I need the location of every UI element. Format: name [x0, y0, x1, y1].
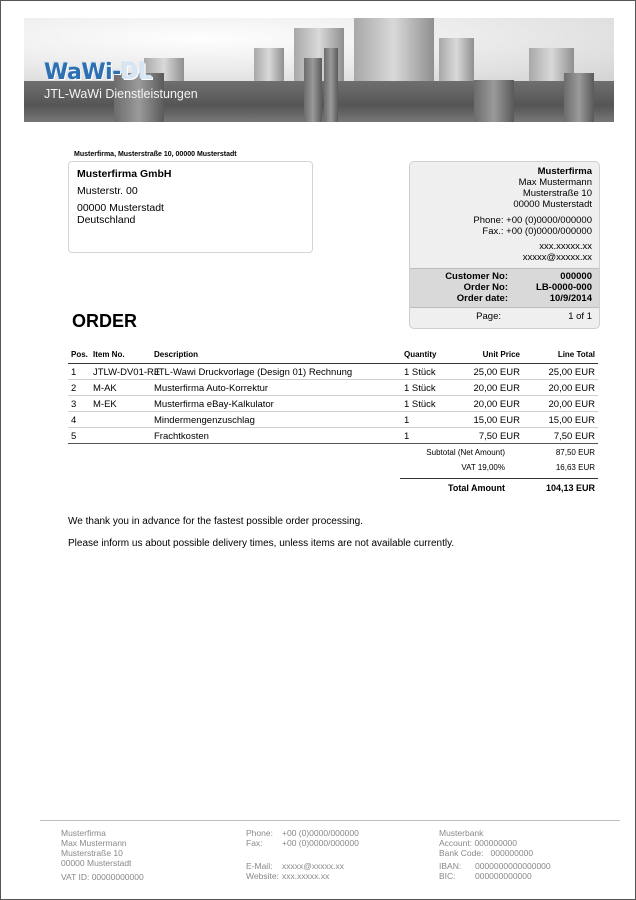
row-description: Musterfirma eBay-Kalkulator — [154, 399, 274, 410]
footer-contact-column — [246, 828, 359, 881]
company-fax: Fax.: +00 (0)0000/000000 — [482, 226, 592, 237]
order-date-label: Order date: — [456, 293, 508, 304]
logo-subtitle: JTL-WaWi Dienstleistungen — [44, 87, 198, 101]
order-date-row — [410, 293, 599, 304]
table-row — [68, 412, 598, 428]
header-quantity: Quantity — [404, 350, 437, 359]
order-no-row — [410, 282, 599, 293]
banner-building — [304, 58, 322, 122]
company-name: Musterfirma — [537, 166, 592, 177]
table-header — [68, 346, 598, 364]
footer-bank-code-label: Bank Code: — [439, 848, 484, 858]
banner-building — [324, 48, 338, 122]
customer-no-value: 000000 — [560, 271, 592, 282]
header-item-no: Item No. — [93, 350, 125, 359]
company-city: 00000 Musterstadt — [513, 199, 592, 210]
header-line-total: Line Total — [557, 350, 595, 359]
company-phone: Phone: +00 (0)0000/000000 — [473, 215, 592, 226]
row-pos: 4 — [71, 415, 77, 426]
items-table — [68, 346, 598, 444]
footer-fax: +00 (0)0000/000000 — [282, 838, 359, 848]
order-meta — [410, 268, 599, 308]
header-pos: Pos. — [71, 350, 88, 359]
company-person: Max Mustermann — [518, 177, 592, 188]
row-line-total: 25,00 EUR — [548, 367, 595, 378]
page-value: 1 of 1 — [568, 311, 592, 322]
company-website: xxx.xxxxx.xx — [539, 241, 592, 252]
order-date-value: 10/9/2014 — [549, 293, 592, 304]
footer-vat-id: VAT ID: 00000000000 — [61, 872, 144, 882]
vat-row — [400, 463, 598, 475]
footer-email: xxxxx@xxxxx.xx — [282, 861, 344, 871]
total-row — [400, 478, 598, 495]
row-description: Frachtkosten — [154, 431, 209, 442]
banner-building — [474, 80, 514, 122]
footer-website: xxx.xxxxx.xx — [282, 871, 330, 881]
row-unit-price: 7,50 EUR — [478, 431, 520, 442]
subtotal-row — [400, 448, 598, 460]
banner-building — [354, 18, 434, 88]
logo-accent: DL — [120, 60, 153, 85]
sender-line: Musterfirma, Musterstraße 10, 00000 Musterstadt — [74, 151, 237, 158]
row-pos: 3 — [71, 399, 77, 410]
company-email: xxxxx@xxxxx.xx — [522, 252, 592, 263]
row-line-total: 20,00 EUR — [548, 383, 595, 394]
footer-bank-column — [439, 828, 551, 881]
footer-iban-label: IBAN: — [439, 861, 462, 871]
row-pos: 1 — [71, 367, 77, 378]
inform-message: Please inform us about possible delivery times, unless items are not available currently. — [68, 538, 455, 549]
row-quantity: 1 — [404, 431, 410, 442]
row-quantity: 1 Stück — [404, 399, 436, 410]
footer-phone-label: Phone: — [246, 828, 273, 838]
footer-website-label: Website: — [246, 871, 279, 881]
banner-building — [564, 73, 594, 122]
recipient-country: Deutschland — [77, 214, 136, 226]
row-item-no: M-EK — [93, 399, 117, 410]
row-line-total: 15,00 EUR — [548, 415, 595, 426]
row-quantity: 1 Stück — [404, 383, 436, 394]
page-label: Page: — [476, 311, 501, 322]
footer-fax-label: Fax: — [246, 838, 263, 848]
recipient-address — [68, 161, 313, 253]
table-row — [68, 364, 598, 380]
recipient-street: Musterstr. 00 — [77, 185, 138, 197]
total-label: Total Amount — [448, 483, 505, 493]
row-line-total: 20,00 EUR — [548, 399, 595, 410]
order-no-label: Order No: — [463, 282, 508, 293]
row-pos: 2 — [71, 383, 77, 394]
vat-value: 16,63 EUR — [555, 463, 595, 472]
footer-street: Musterstraße 10 — [61, 848, 123, 858]
row-pos: 5 — [71, 431, 77, 442]
footer-city: 00000 Musterstadt — [61, 858, 132, 868]
footer-company: Musterfirma — [61, 828, 106, 838]
row-unit-price: 15,00 EUR — [473, 415, 520, 426]
row-unit-price: 20,00 EUR — [473, 383, 520, 394]
customer-no-row — [410, 271, 599, 282]
table-row — [68, 380, 598, 396]
company-street: Musterstraße 10 — [522, 188, 592, 199]
thanks-message: We thank you in advance for the fastest possible order processing. — [68, 516, 363, 527]
row-unit-price: 20,00 EUR — [473, 399, 520, 410]
logo — [44, 60, 152, 85]
recipient-name: Musterfirma GmbH — [77, 168, 172, 180]
header-description: Description — [154, 350, 199, 359]
row-quantity: 1 Stück — [404, 367, 436, 378]
logo-main: WaWi- — [44, 60, 121, 85]
footer-person: Max Mustermann — [61, 838, 127, 848]
table-row — [68, 428, 598, 444]
row-description: Musterfirma Auto-Korrektur — [154, 383, 269, 394]
row-unit-price: 25,00 EUR — [473, 367, 520, 378]
footer-account-label: Account: — [439, 838, 473, 848]
order-no-value: LB-0000-000 — [536, 282, 592, 293]
row-line-total: 7,50 EUR — [553, 431, 595, 442]
header-unit-price: Unit Price — [482, 350, 520, 359]
footer-iban: 0000000000000000 — [475, 861, 551, 871]
footer-email-label: E-Mail: — [246, 861, 273, 871]
footer-divider — [40, 820, 620, 821]
row-item-no: M-AK — [93, 383, 117, 394]
company-info-box — [409, 161, 600, 329]
row-description: Mindermengenzuschlag — [154, 415, 255, 426]
footer-account: 000000000 — [474, 838, 517, 848]
footer-bic: 000000000000 — [475, 871, 532, 881]
footer-bic-label: BIC: — [439, 871, 456, 881]
customer-no-label: Customer No: — [445, 271, 508, 282]
vat-label: VAT 19,00% — [461, 463, 505, 472]
footer-bank: Musterbank — [439, 828, 484, 838]
subtotal-label: Subtotal (Net Amount) — [426, 448, 505, 457]
row-quantity: 1 — [404, 415, 410, 426]
footer-phone: +00 (0)0000/000000 — [282, 828, 359, 838]
total-value: 104,13 EUR — [545, 483, 595, 493]
footer-bank-code: 000000000 — [490, 848, 534, 858]
document-title: ORDER — [72, 311, 138, 331]
row-description: JTL-Wawi Druckvorlage (Design 01) Rechnung — [154, 367, 353, 378]
table-row — [68, 396, 598, 412]
subtotal-value: 87,50 EUR — [555, 448, 595, 457]
footer-address-column — [61, 828, 144, 882]
row-item-no: JTLW-DV01-RE — [93, 367, 161, 378]
recipient-city: 00000 Musterstadt — [77, 202, 164, 214]
